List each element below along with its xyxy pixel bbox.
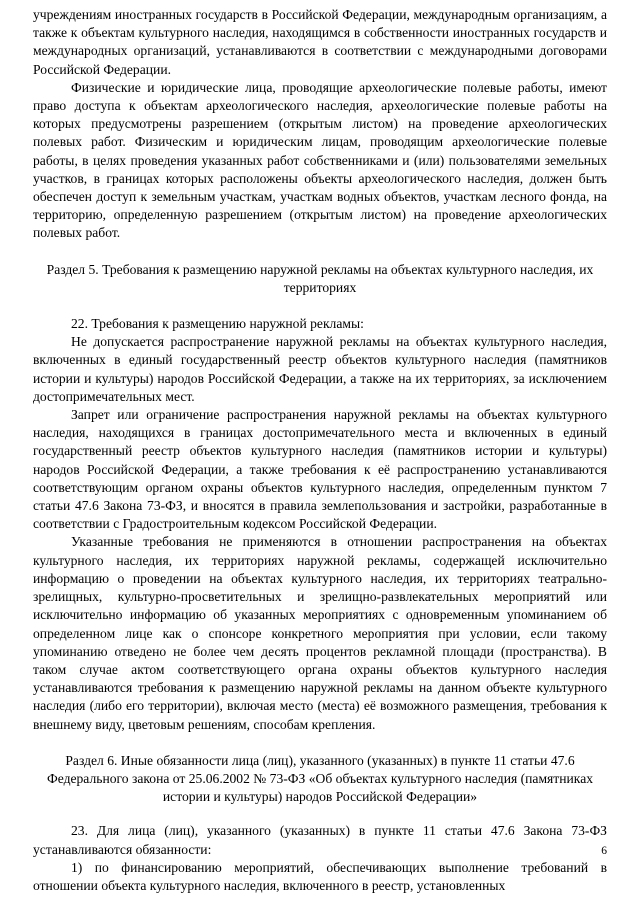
paragraph-23-intro: 23. Для лица (лиц), указанного (указанных) в пункте 11 статьи 47.6 Закона 73-ФЗ устанавливаются обязанности: (33, 823, 607, 857)
paragraph-advertising-restriction: Запрет или ограничение распространения наружной рекламы на объектах культурного наследия, находящихся в границах достопримечательного места и включенных в единый государственный реестр объектов культурного наследия (памятников истории и культуры) народов Российской Федерации, а также требования к её распространению устанавливаются соответствующим органом охраны объектов культурного наследия, определенным пунктом 7 статьи 47.6 Закона 73-ФЗ, и вносятся в правила землепользования и застройки, разработанные в соответствии с Градостроительным кодексом Российской Федерации. (33, 407, 607, 532)
paragraph-advertising-ban: Не допускается распространение наружной рекламы на объектах культурного наследия, включенных в единый государственный реестр объектов культурного наследия (памятников истории и культуры) народов Российской Федерации, а также на их территориях, за исключением достопримечательных мест. (33, 334, 607, 404)
section-5-heading: Раздел 5. Требования к размещению наружной рекламы на объектах культурного наследия, их территориях (46, 261, 594, 295)
page-number: 6 (601, 845, 607, 857)
paragraph-archaeology-access: Физические и юридические лица, проводящие археологические полевые работы, имеют право доступа к объектам археологического наследия, археологические полевые работы на которых предусмотрены разрешением (открытым листом) на проведение археологических полевых работ. Физическим и юридическим лицам, проводящим археологические полевые работы, в целях проведения указанных работ собственниками и (или) пользователями земельных участков, в границах которых расположены объекты археологического наследия, должен быть обеспечен доступ к земельным участкам, участкам водных объектов, участкам лесного фонда, на территорию, определенную разрешением (открытым листом) на проведение археологических полевых работ. (33, 79, 607, 241)
paragraph-continuation: учреждениям иностранных государств в Российской Федерации, международным организациям, а также к объектам культурного наследия, находящимся в собственности иностранных государств и международных организаций, устанавливаются в соответствии с международными договорами Российской Федерации. (33, 7, 607, 77)
paragraph-22-intro: 22. Требования к размещению наружной рекламы: (71, 316, 364, 332)
paragraph-23-item-1: 1) по финансированию мероприятий, обеспечивающих выполнение требований в отношении объекта культурного наследия, включенного в реестр, установленных (33, 859, 607, 893)
paragraph-advertising-exceptions: Указанные требования не применяются в отношении распространения на объектах культурного наследия, их территориях наружной рекламы, содержащей исключительно информацию о проведении на объектах культурного наследия, их территориях театрально-зрелищных, культурно-просветительных и зрелищно-развлекательных мероприятий или исключительно информацию об указанных мероприятиях с одновременным упоминанием об определенном лице как о спонсоре конкретного мероприятия при условии, если такому упоминанию отведено не более чем десять процентов рекламной площади (пространства). В таком случае актом соответствующего органа охраны объектов культурного наследия устанавливаются требования к размещению наружной рекламы на данном объекте культурного наследия (либо его территории), включая место (места) её возможного размещения, требования к внешнему виду, цветовым решениям, способам крепления. (33, 534, 607, 732)
section-6-heading: Раздел 6. Иные обязанности лица (лиц), указанного (указанных) в пункте 11 статьи 47.6 Федерального закона от 25.06.2002 № 73-ФЗ «Об объектах культурного наследия (памятниках истории и культуры) народов Российской Федерации» (46, 752, 594, 805)
